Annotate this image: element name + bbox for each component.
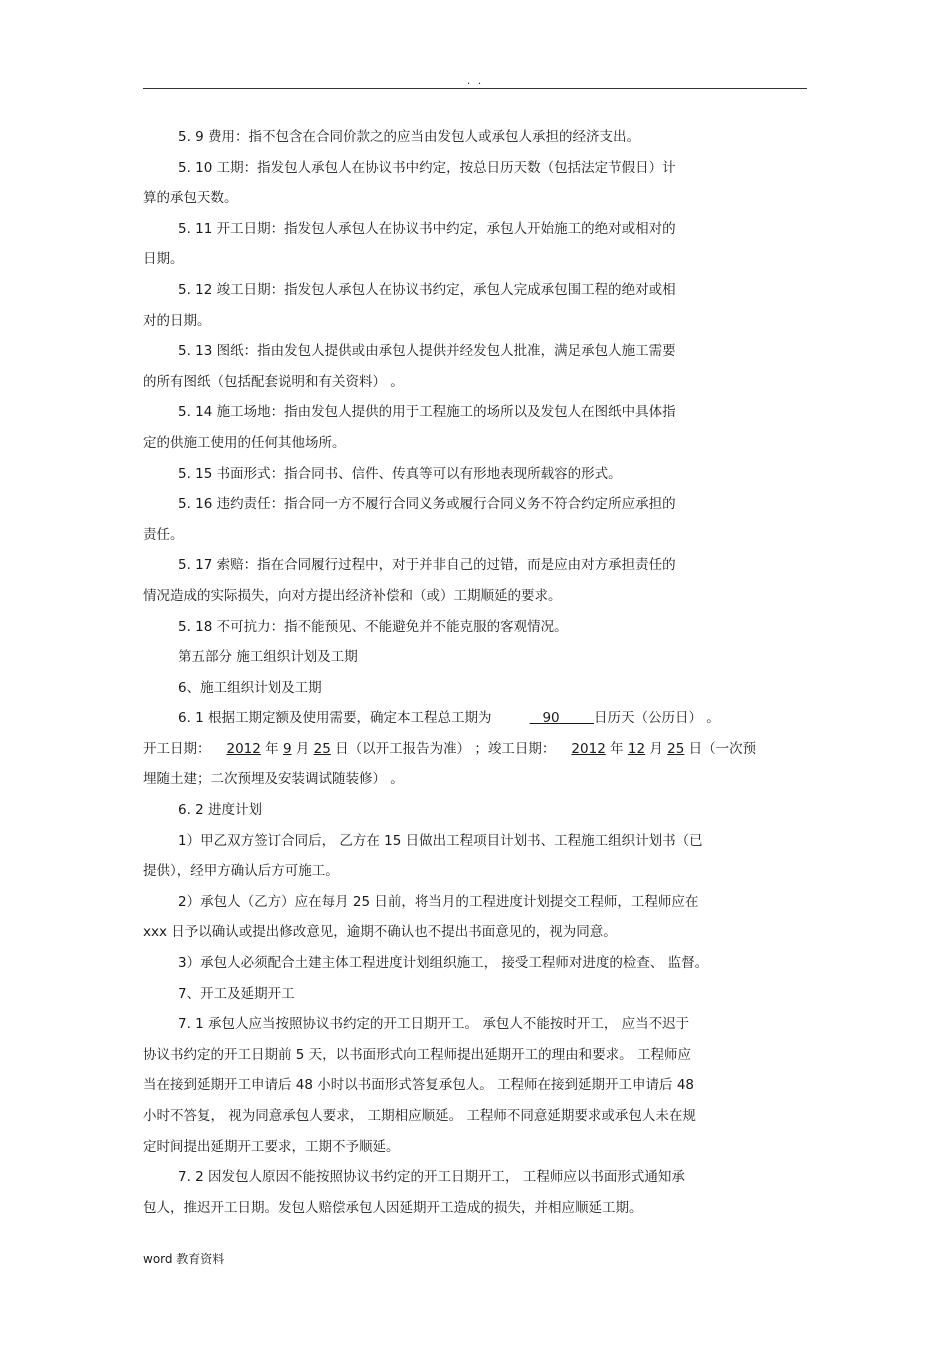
clause-7-2-cont: 包人，推迟开工日期。发包人赔偿承包人因延期开工造成的损失，并相应顺延工期。: [143, 1199, 643, 1216]
clause-5-11-cont: 日期。: [143, 251, 184, 268]
clause-5-9: 5. 9 费用：指不包含在合同价款之的应当由发包人或承包人承担的经济支出。: [178, 129, 641, 145]
clause-5-18: 5. 18 不可抗力：指不能预见、不能避免并不能克服的客观情况。: [178, 618, 568, 635]
plan-item-3: 3）承包人必须配合土建主体工程进度计划组织施工， 接受工程师对进度的检查、 监督。: [178, 955, 709, 972]
total-days-value: 90: [542, 710, 560, 727]
clause-7-2: 7. 2 因发包人原因不能按照协议书约定的开工日期开工， 工程师应以书面形式通知承: [178, 1169, 685, 1186]
section-heading-part-5: 第五部分 施工组织计划及工期: [178, 649, 358, 666]
header-rule: [143, 88, 807, 89]
footer-label: word 教育资料: [143, 1252, 225, 1266]
start-date-label: 开工日期：: [143, 740, 211, 757]
header-dots: . .: [466, 74, 484, 87]
start-month: 9: [282, 740, 292, 757]
clause-5-10: 5. 10 工期：指发包人承包人在协议书中约定，按总日历天数（包括法定节假日）计: [178, 159, 676, 176]
clause-5-13-cont: 的所有图纸（包括配套说明和有关资料） 。: [143, 373, 404, 390]
plan-item-1-cont: 提供），经甲方确认后方可施工。: [143, 863, 339, 880]
schedule-dates-line: [143, 734, 813, 765]
clause-5-17-cont: 情况造成的实际损失，向对方提出经济补偿和（或）工期顺延的要求。: [143, 587, 562, 604]
start-day: 25: [313, 740, 331, 757]
clause-5-17: 5. 17 索赔：指在合同履行过程中，对于并非自己的过错，而是应由对方承担责任的: [178, 557, 676, 574]
end-year: 2012: [571, 740, 606, 757]
month-char: 月: [295, 740, 310, 757]
clause-5-11: 5. 11 开工日期：指发包人承包人在协议书中约定，承包人开始施工的绝对或相对的: [178, 220, 676, 237]
clause-5-12: 5. 12 竣工日期：指发包人承包人在协议书约定，承包人完成承包围工程的绝对或相: [178, 281, 676, 298]
clause-7-1-cont-3: 小时不答复， 视为同意承包人要求， 工期相应顺延。 工程师不同意延期要求或承包人未在规: [143, 1108, 696, 1124]
clause-5-14: 5. 14 施工场地：指由发包人提供的用于工程施工的场所以及发包人在图纸中具体指: [178, 404, 676, 421]
plan-item-2-cont: xxx 日予以确认或提出修改意见，逾期不确认也不提出书面意见的，视为同意。: [143, 924, 617, 941]
section-heading-6: 6、施工组织计划及工期: [178, 679, 322, 696]
start-note: 日（以开工报告为准） ；竣工日期：: [335, 740, 556, 757]
year-char: 年: [265, 740, 279, 757]
start-year: 2012: [226, 740, 261, 757]
section-heading-7: 7、开工及延期开工: [178, 985, 295, 1002]
clause-6-1-cont: 埋随土建；二次预埋及安装调试随装修） 。: [143, 771, 404, 788]
year-char-2: 年: [610, 740, 624, 757]
clause-5-16: 5. 16 违约责任：指合同一方不履行合同义务或履行合同义务不符合约定所应承担的: [178, 496, 676, 513]
clause-5-15: 5. 15 书面形式：指合同书、信件、传真等可以有形地表现所载容的形式。: [178, 465, 622, 482]
document-body: [143, 122, 813, 1223]
clause-7-1: 7. 1 承包人应当按照协议书约定的开工日期开工。 承包人不能按时开工， 应当不迟于: [178, 1016, 690, 1033]
clause-6-1-text: 6. 1 根据工期定额及使用需要，确定本工程总工期为: [178, 710, 492, 727]
end-note: 日（一次预: [688, 740, 757, 757]
clause-7-1-cont-4: 定时间提出延期开工要求，工期不予顺延。: [143, 1138, 400, 1155]
plan-item-1: 1）甲乙双方签订合同后， 乙方在 15 日做出工程项目计划书、工程施工组织计划书（已: [178, 832, 703, 849]
end-month: 12: [627, 740, 646, 757]
clause-6-1: [143, 703, 813, 734]
clause-5-16-cont: 责任。: [143, 526, 184, 543]
month-char-2: 月: [649, 740, 663, 757]
clause-5-10-cont: 算的承包天数。: [143, 190, 238, 207]
total-days-suffix: 日历天（公历日） 。: [593, 710, 720, 727]
plan-item-2: 2）承包人（乙方）应在每月 25 日前，将当月的工程进度计划提交工程师，工程师应在: [178, 893, 699, 910]
clause-7-1-cont-2: 当在接到延期开工申请后 48 小时以书面形式答复承包人。 工程师在接到延期开工申请后 48: [143, 1077, 695, 1094]
clause-7-1-cont-1: 协议书约定的开工日期前 5 天，以书面形式向工程师提出延期开工的理由和要求。 工程师应: [143, 1046, 691, 1063]
end-day: 25: [667, 740, 685, 757]
clause-5-13: 5. 13 图纸：指由发包人提供或由承包人提供并经发包人批准，满足承包人施工需要: [178, 343, 676, 360]
clause-6-2: 6. 2 进度计划: [178, 802, 263, 819]
clause-5-12-cont: 对的日期。: [143, 312, 211, 329]
clause-5-14-cont: 定的供施工使用的任何其他场所。: [143, 434, 346, 451]
total-days-blank: [530, 710, 594, 726]
